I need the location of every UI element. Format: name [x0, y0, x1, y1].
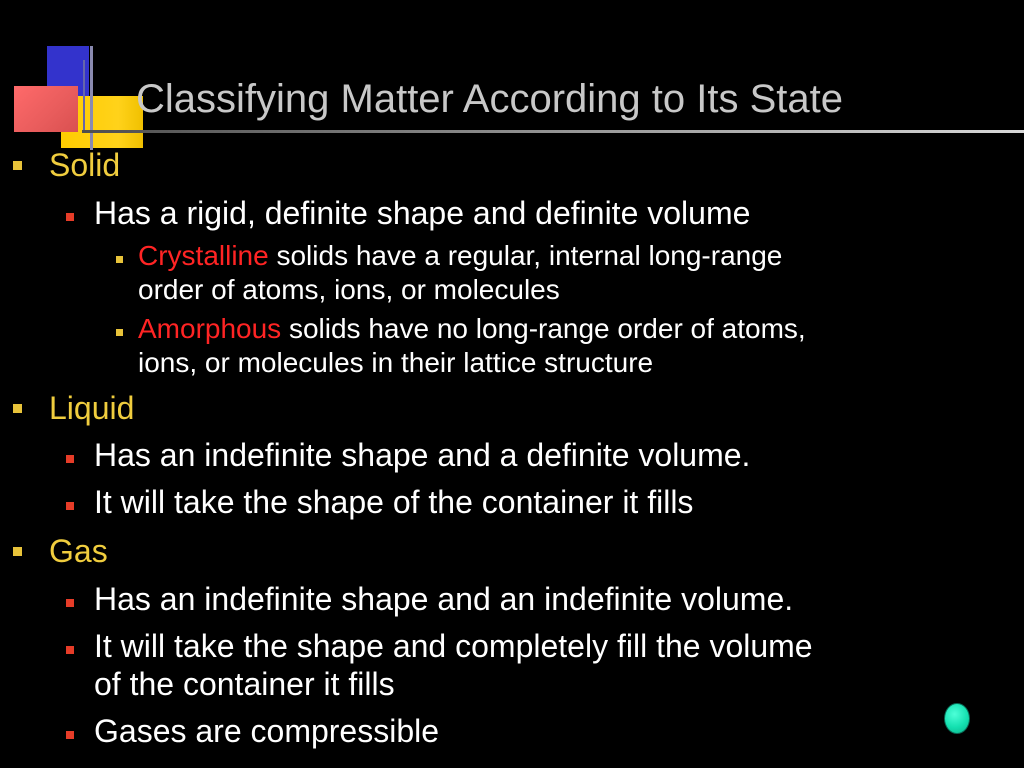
subpoint-line-2: ions, or molecules in their lattice structure	[138, 347, 654, 378]
slide-title: Classifying Matter According to Its State	[136, 77, 843, 121]
category-label: Solid	[49, 147, 121, 183]
term-amorphous: Amorphous	[138, 313, 282, 344]
point-text-line-1: It will take the shape and completely fill the volume	[94, 628, 813, 664]
point-text: It will take the shape of the container it fills	[94, 484, 694, 520]
subpoint-text	[138, 313, 806, 345]
square-bullet-icon	[116, 329, 123, 336]
term-crystalline: Crystalline	[138, 240, 269, 271]
point-text: Has a rigid, definite shape and definite volume	[94, 195, 751, 231]
square-bullet-icon	[13, 547, 22, 556]
square-bullet-icon	[116, 256, 123, 263]
point-text: Gases are compressible	[94, 713, 440, 749]
point-text-line-2: of the container it fills	[94, 666, 395, 702]
next-slide-button-icon[interactable]	[944, 703, 970, 734]
subpoint-line-2: order of atoms, ions, or molecules	[138, 274, 560, 305]
title-underline	[82, 130, 1024, 133]
square-bullet-icon	[66, 455, 74, 463]
square-bullet-icon	[13, 404, 22, 413]
square-bullet-icon	[66, 646, 74, 654]
square-bullet-icon	[66, 213, 74, 221]
point-text: Has an indefinite shape and an indefinite volume.	[94, 581, 794, 617]
subpoint-line-1: solids have a regular, internal long-range	[276, 240, 783, 271]
category-label: Liquid	[49, 390, 135, 426]
logo-divider-line	[83, 60, 85, 130]
logo-red-block	[14, 86, 78, 132]
square-bullet-icon	[13, 161, 22, 170]
category-label: Gas	[49, 533, 108, 569]
logo-divider-line	[90, 46, 93, 150]
subpoint-line-1: solids have no long-range order of atoms,	[288, 313, 806, 344]
square-bullet-icon	[66, 599, 74, 607]
square-bullet-icon	[66, 502, 74, 510]
subpoint-text	[138, 240, 782, 272]
square-bullet-icon	[66, 731, 74, 739]
point-text: Has an indefinite shape and a definite volume.	[94, 437, 751, 473]
